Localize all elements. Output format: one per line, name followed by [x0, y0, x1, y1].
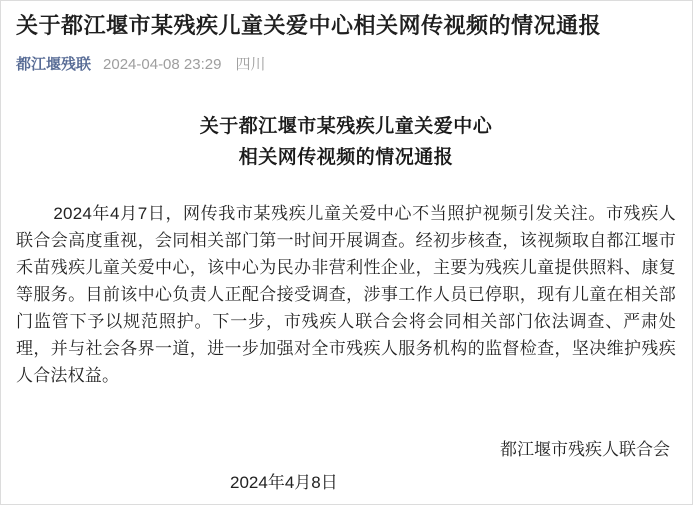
document-paragraph: 2024年4月7日，网传我市某残疾儿童关爱中心不当照护视频引发关注。市残疾人联合会高度重视，会同相关部门第一时间开展调查。经初步核查，该视频取自都江堰市禾苗残疾儿童关爱中心，该中心为民办非营利性企业，主要为残疾儿童提供照料、康复等服务。目前该中心负责人正配合接受调查，涉事工作人员已停职，现有儿童在相关部门监管下予以规范照护。下一步，市残疾人联合会将会同相关部门依法调查、严肃处理，并与社会各界一道，进一步加强对全市残疾人服务机构的监督检查，坚决维护残疾人合法权益。 — [16, 204, 676, 385]
article-container — [1, 1, 692, 496]
account-link[interactable]: 都江堰残联 — [16, 56, 92, 73]
document-date: 2024年4月8日 — [230, 473, 338, 492]
page-title: 关于都江堰市某残疾儿童关爱中心相关网传视频的情况通报 — [16, 13, 602, 38]
document-heading — [16, 111, 676, 173]
document-heading-line1: 关于都江堰市某残疾儿童关爱中心 — [199, 116, 493, 137]
document-signature: 都江堰市残疾人联合会 — [500, 440, 670, 459]
document-heading-line2: 相关网传视频的情况通报 — [238, 147, 454, 168]
byline — [16, 54, 676, 75]
publish-time: 2024-04-08 23:29 — [103, 56, 222, 73]
publish-location: 四川 — [235, 56, 266, 73]
